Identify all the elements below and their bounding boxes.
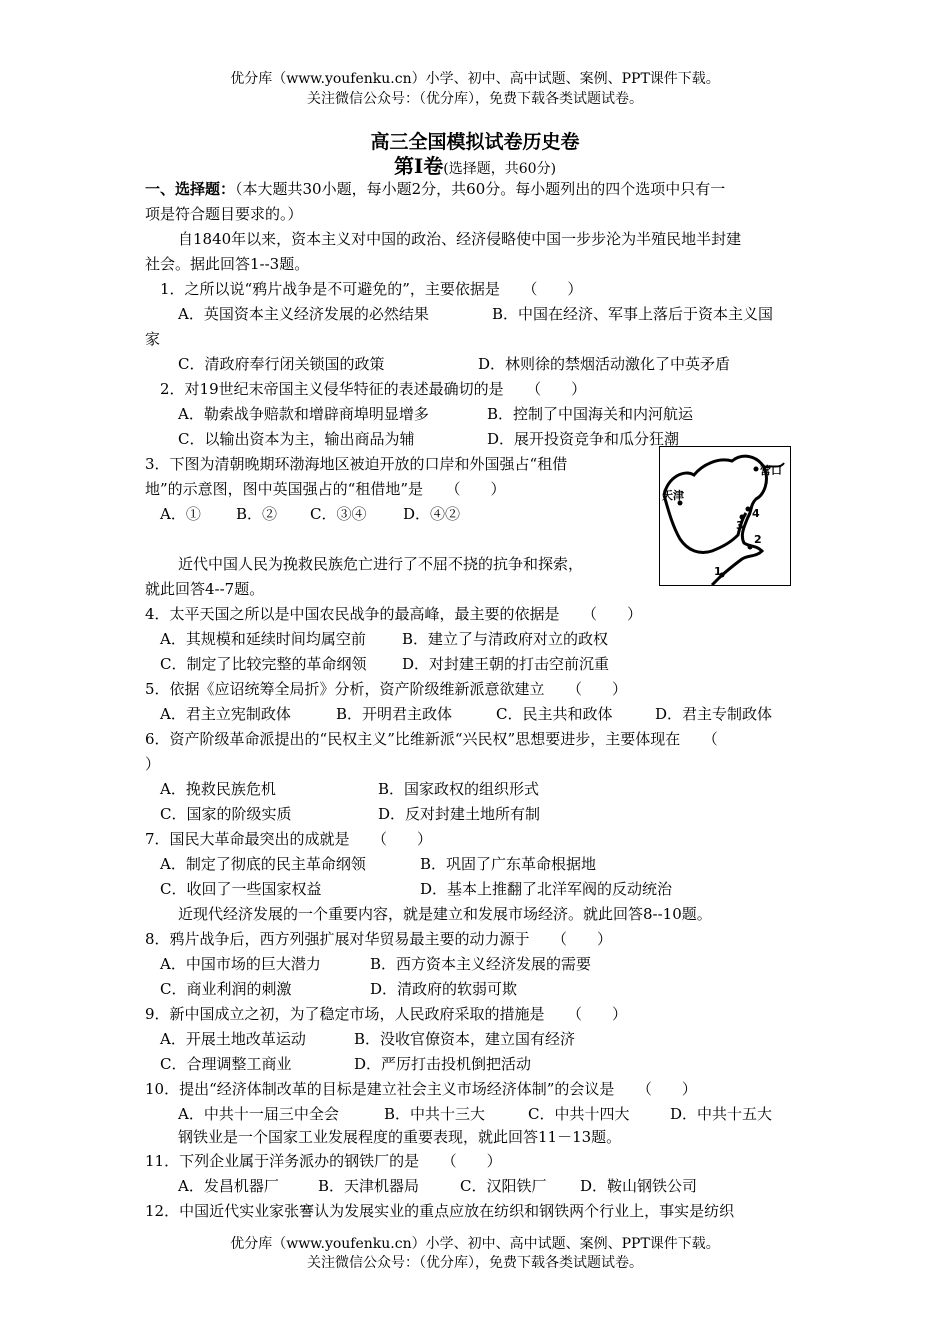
coastline-inner-path bbox=[664, 495, 746, 553]
q5-option-d: D．君主专制政体 bbox=[655, 705, 773, 723]
intro-2-line-1: 近代中国人民为挽救民族危亡进行了不屈不挠的抗争和探索， bbox=[178, 555, 584, 573]
q1-option-d: D．林则徐的禁烟活动激化了中英矛盾 bbox=[478, 355, 731, 373]
q3-stem-1: 3．下图为清朝晚期环渤海地区被迫开放的口岸和外国强占“租借 bbox=[145, 455, 568, 473]
q6-stem-cont: ） bbox=[145, 755, 161, 773]
q8-stem: 8．鸦片战争后，西方列强扩展对华贸易最主要的动力源于 （ ） bbox=[145, 930, 613, 948]
intro-4: 钢铁业是一个国家工业发展程度的重要表现，就此回答11－13题。 bbox=[178, 1128, 622, 1146]
q4-option-b: B．建立了与清政府对立的政权 bbox=[402, 630, 609, 648]
map-label-2: 2 bbox=[754, 533, 762, 546]
q2-option-b: B．控制了中国海关和内河航运 bbox=[487, 405, 694, 423]
map-label-4: 4 bbox=[752, 507, 760, 520]
q10-option-a: A．中共十一届三中全会 bbox=[178, 1105, 339, 1123]
q7-stem: 7．国民大革命最突出的成就是 （ ） bbox=[145, 830, 433, 848]
q1-option-c: C．清政府奉行闭关锁国的政策 bbox=[178, 355, 385, 373]
q7-option-a: A．制定了彻底的民主革命纲领 bbox=[160, 855, 366, 873]
q6-stem: 6．资产阶级革命派提出的“民权主义”比维新派“兴民权”思想要进步，主要体现在 （ bbox=[145, 730, 718, 748]
volume-note: (选择题，共60分) bbox=[443, 161, 557, 177]
q9-option-c: C．合理调整工商业 bbox=[160, 1055, 292, 1073]
q4-option-c: C．制定了比较完整的革命纲领 bbox=[160, 655, 367, 673]
section-label: 一、选择题： bbox=[145, 180, 236, 198]
q4-stem: 4．太平天国之所以是中国农民战争的最高峰，最主要的依据是 （ ） bbox=[145, 605, 643, 623]
q9-option-b: B．没收官僚资本，建立国有经济 bbox=[354, 1030, 576, 1048]
q6-option-c: C．国家的阶级实质 bbox=[160, 805, 292, 823]
q7-option-d: D．基本上推翻了北洋军阀的反动统治 bbox=[420, 880, 673, 898]
volume-label: 第Ⅰ卷 bbox=[393, 154, 444, 178]
q3-option-d: D．④② bbox=[403, 505, 461, 523]
q11-stem: 11．下列企业属于洋务派办的钢铁厂的是 （ ） bbox=[145, 1152, 502, 1170]
q3-option-b: B．② bbox=[236, 505, 278, 523]
q3-stem-2: 地”的示意图，图中英国强占的“租借地”是 （ ） bbox=[145, 480, 506, 498]
footer-line-2: 关注微信公众号：（优分库），免费下载各类试题试卷。 bbox=[307, 1255, 643, 1271]
q5-option-b: B．开明君主政体 bbox=[336, 705, 453, 723]
q8-option-c: C．商业利润的刺激 bbox=[160, 980, 292, 998]
q10-option-c: C．中共十四大 bbox=[528, 1105, 630, 1123]
q6-option-d: D．反对封建土地所有制 bbox=[378, 805, 541, 823]
q9-stem: 9．新中国成立之初，为了稳定市场，人民政府采取的措施是 （ ） bbox=[145, 1005, 628, 1023]
map-label-yingkou: 营口 bbox=[760, 464, 782, 477]
point-2-dot bbox=[748, 545, 753, 550]
map-label-3: 3 bbox=[736, 519, 744, 532]
q2-stem: 2．对19世纪末帝国主义侵华特征的表述最确切的是 （ ） bbox=[160, 380, 587, 398]
intro-1-line-1: 自1840年以来，资本主义对中国的政治、经济侵略使中国一步步沦为半殖民地半封建 bbox=[178, 230, 742, 248]
q2-option-a: A．勒索战争赔款和增辟商埠明显增多 bbox=[178, 405, 429, 423]
section-desc-1: （本大题共30小题，每小题2分，共60分。每小题列出的四个选项中只有一 bbox=[235, 180, 726, 198]
footer-line-1: 优分库（www.youfenku.cn）小学、初中、高中试题、案例、PPT课件下载。 bbox=[230, 1236, 720, 1252]
exam-title: 高三全国模拟试卷历史卷 bbox=[370, 131, 580, 153]
yingkou-dot bbox=[754, 467, 759, 472]
q4-option-a: A．其规模和延续时间均属空前 bbox=[160, 630, 366, 648]
q11-option-d: D．鞍山钢铁公司 bbox=[580, 1177, 698, 1195]
q5-option-c: C．民主共和政体 bbox=[496, 705, 613, 723]
q3-option-a: A．① bbox=[160, 505, 201, 523]
q11-option-c: C．汉阳铁厂 bbox=[460, 1177, 547, 1195]
q1-option-b-cont: 家 bbox=[145, 330, 161, 348]
q6-option-a: A．挽救民族危机 bbox=[160, 780, 276, 798]
q10-stem: 10．提出“经济体制改革的目标是建立社会主义市场经济体制”的会议是 （ ） bbox=[145, 1080, 697, 1098]
intro-1-line-2: 社会。据此回答1--3题。 bbox=[145, 255, 310, 273]
q1-option-a: A．英国资本主义经济发展的必然结果 bbox=[178, 305, 429, 323]
q2-option-c: C．以输出资本为主，输出商品为辅 bbox=[178, 430, 415, 448]
section-header bbox=[145, 178, 725, 199]
q10-option-d: D．中共十五大 bbox=[670, 1105, 773, 1123]
q11-option-b: B．天津机器局 bbox=[318, 1177, 420, 1195]
map-label-1: 1 bbox=[714, 565, 722, 578]
q5-stem: 5．依据《应诏统筹全局折》分析，资产阶级维新派意欲建立 （ ） bbox=[145, 680, 628, 698]
q12-stem: 12．中国近代实业家张謇认为发展实业的重点应放在纺织和钢铁两个行业上，事实是纺织 bbox=[145, 1202, 735, 1220]
q4-option-d: D．对封建王朝的打击空前沉重 bbox=[402, 655, 610, 673]
map-label-tianjin: 天津 bbox=[662, 489, 684, 502]
header-line-2: 关注微信公众号：（优分库），免费下载各类试题试卷。 bbox=[307, 91, 643, 107]
q1-option-b: B．中国在经济、军事上落后于资本主义国 bbox=[492, 305, 774, 323]
bohai-map-figure bbox=[659, 446, 791, 586]
intro-3: 近现代经济发展的一个重要内容，就是建立和发展市场经济。就此回答8--10题。 bbox=[178, 905, 712, 923]
header-line-1: 优分库（www.youfenku.cn）小学、初中、高中试题、案例、PPT课件下载。 bbox=[230, 71, 720, 87]
q8-option-a: A．中国市场的巨大潜力 bbox=[160, 955, 321, 973]
q8-option-d: D．清政府的软弱可欺 bbox=[370, 980, 518, 998]
q5-option-a: A．君主立宪制政体 bbox=[160, 705, 291, 723]
bohai-coastline-svg bbox=[660, 447, 790, 585]
q9-option-d: D．严厉打击投机倒把活动 bbox=[354, 1055, 532, 1073]
q8-option-b: B．西方资本主义经济发展的需要 bbox=[370, 955, 592, 973]
point-4-dot bbox=[746, 507, 751, 512]
q1-stem: 1．之所以说“鸦片战争是不可避免的”，主要依据是 （ ） bbox=[160, 280, 583, 298]
q7-option-b: B．巩固了广东革命根据地 bbox=[420, 855, 597, 873]
q6-option-b: B．国家政权的组织形式 bbox=[378, 780, 540, 798]
exam-subtitle bbox=[0, 150, 950, 179]
q11-option-a: A．发昌机器厂 bbox=[178, 1177, 279, 1195]
intro-2-line-2: 就此回答4--7题。 bbox=[145, 580, 265, 598]
q3-option-c: C．③④ bbox=[310, 505, 367, 523]
q2-option-d: D．展开投资竞争和瓜分狂潮 bbox=[487, 430, 680, 448]
section-desc-2: 项是符合题目要求的。） bbox=[145, 205, 303, 223]
q7-option-c: C．收回了一些国家权益 bbox=[160, 880, 322, 898]
q10-option-b: B．中共十三大 bbox=[384, 1105, 486, 1123]
q9-option-a: A．开展土地改革运动 bbox=[160, 1030, 306, 1048]
